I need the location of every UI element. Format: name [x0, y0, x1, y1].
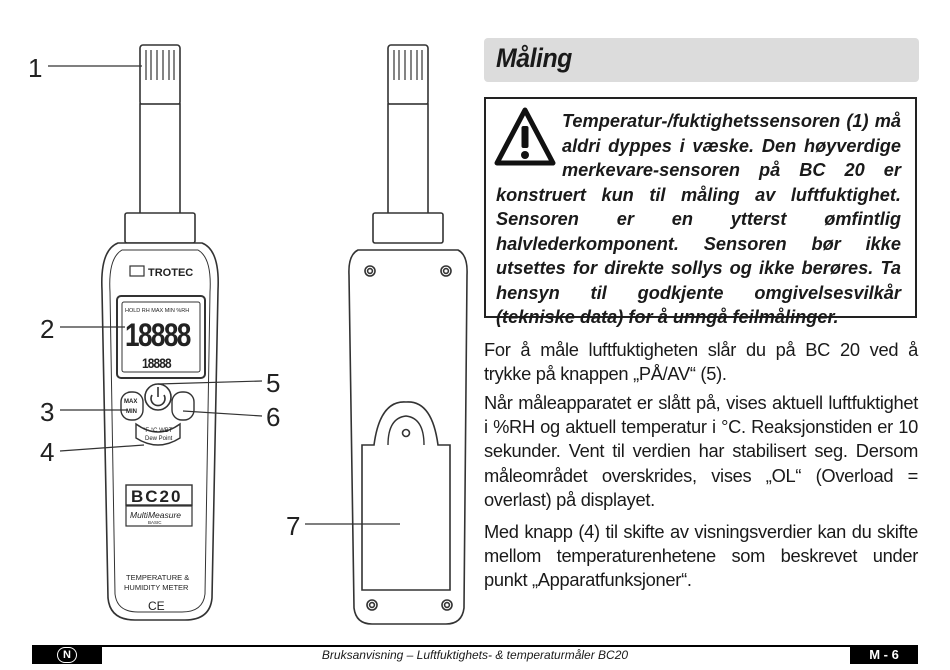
model-name: BC20 [131, 487, 183, 506]
units-label-1: °F °C WBT [143, 428, 173, 434]
footer-rule [32, 645, 918, 647]
device-label-1: TEMPERATURE & [126, 573, 190, 582]
brand-label: TROTEC [148, 267, 194, 279]
ce-mark: CE [148, 599, 165, 613]
callout-2: 2 [40, 314, 55, 344]
maxmin-top-label: MAX [124, 399, 138, 405]
callout-1: 1 [28, 53, 43, 83]
section-heading: Måling [496, 43, 572, 73]
maxmin-bottom-label: MIN [126, 409, 137, 415]
front-sensor-shaft [140, 104, 180, 214]
display-main-digits: 18888 [125, 318, 190, 354]
callout-4: 4 [40, 437, 55, 467]
paragraph-3: Med knapp (4) til skifte av visningsverdier kan du skifte mellom temperaturenhetene som beskrevet under punkt „Apparatfunksjoner“. [484, 521, 918, 591]
device-label-2: HUMIDITY METER [124, 583, 189, 592]
front-sensor-collar [125, 213, 195, 243]
device-illustration [0, 0, 480, 640]
footer-lang-badge: N [57, 647, 77, 663]
back-sensor-collar [373, 213, 443, 243]
callout-3: 3 [40, 397, 55, 427]
model-subtitle: MultiMeasure [130, 510, 182, 520]
callout-7: 7 [286, 511, 301, 541]
callout-5: 5 [266, 368, 281, 398]
model-subtitle-2: BASIC [148, 520, 162, 525]
warning-box [484, 97, 917, 327]
units-label-2: Dew Point [145, 436, 173, 442]
back-sensor-shaft [388, 104, 428, 214]
warning-text: Temperatur-/fuktighetssensoren (1) må aldri dyppes i væske. Den høyverdige merkevare-sensoren på BC 20 er konstruert kun til måling av luftfuktighet. Sensoren er en ytterst ømfintlig halvlederkomponent. Sensoren bør ikke utsettes for direkte sollys og ikke berøres. Ta hensyn til godkjente omgivelsesvilkår (tekniske data) for å unngå feilmålinger. [496, 111, 901, 327]
footer-title: Bruksanvisning – Luftfuktighets- & temperaturmåler BC20 [321, 648, 629, 662]
display-sub-digits: 18888 [142, 355, 171, 372]
paragraph-2: Når måleapparatet er slått på, vises aktuell luftfuktighet i %RH og aktuell temperatur i °C. Reaksjonstiden er 10 sekunder. Vent til verdien har stabilisert seg. Dersom måleområdet overskrides, vises „OL“ (Overload = overlast) på displayet. [484, 392, 918, 510]
display-top-indicators: HOLD RH MAX MIN %RH [125, 308, 190, 314]
footer-page-number: M - 6 [869, 647, 899, 662]
section-heading-bar [484, 38, 919, 82]
paragraph-1: For å måle luftfuktigheten slår du på BC 20 ved å trykke på knappen „PÅ/AV“ (5). [484, 339, 918, 385]
callout-6: 6 [266, 402, 281, 432]
